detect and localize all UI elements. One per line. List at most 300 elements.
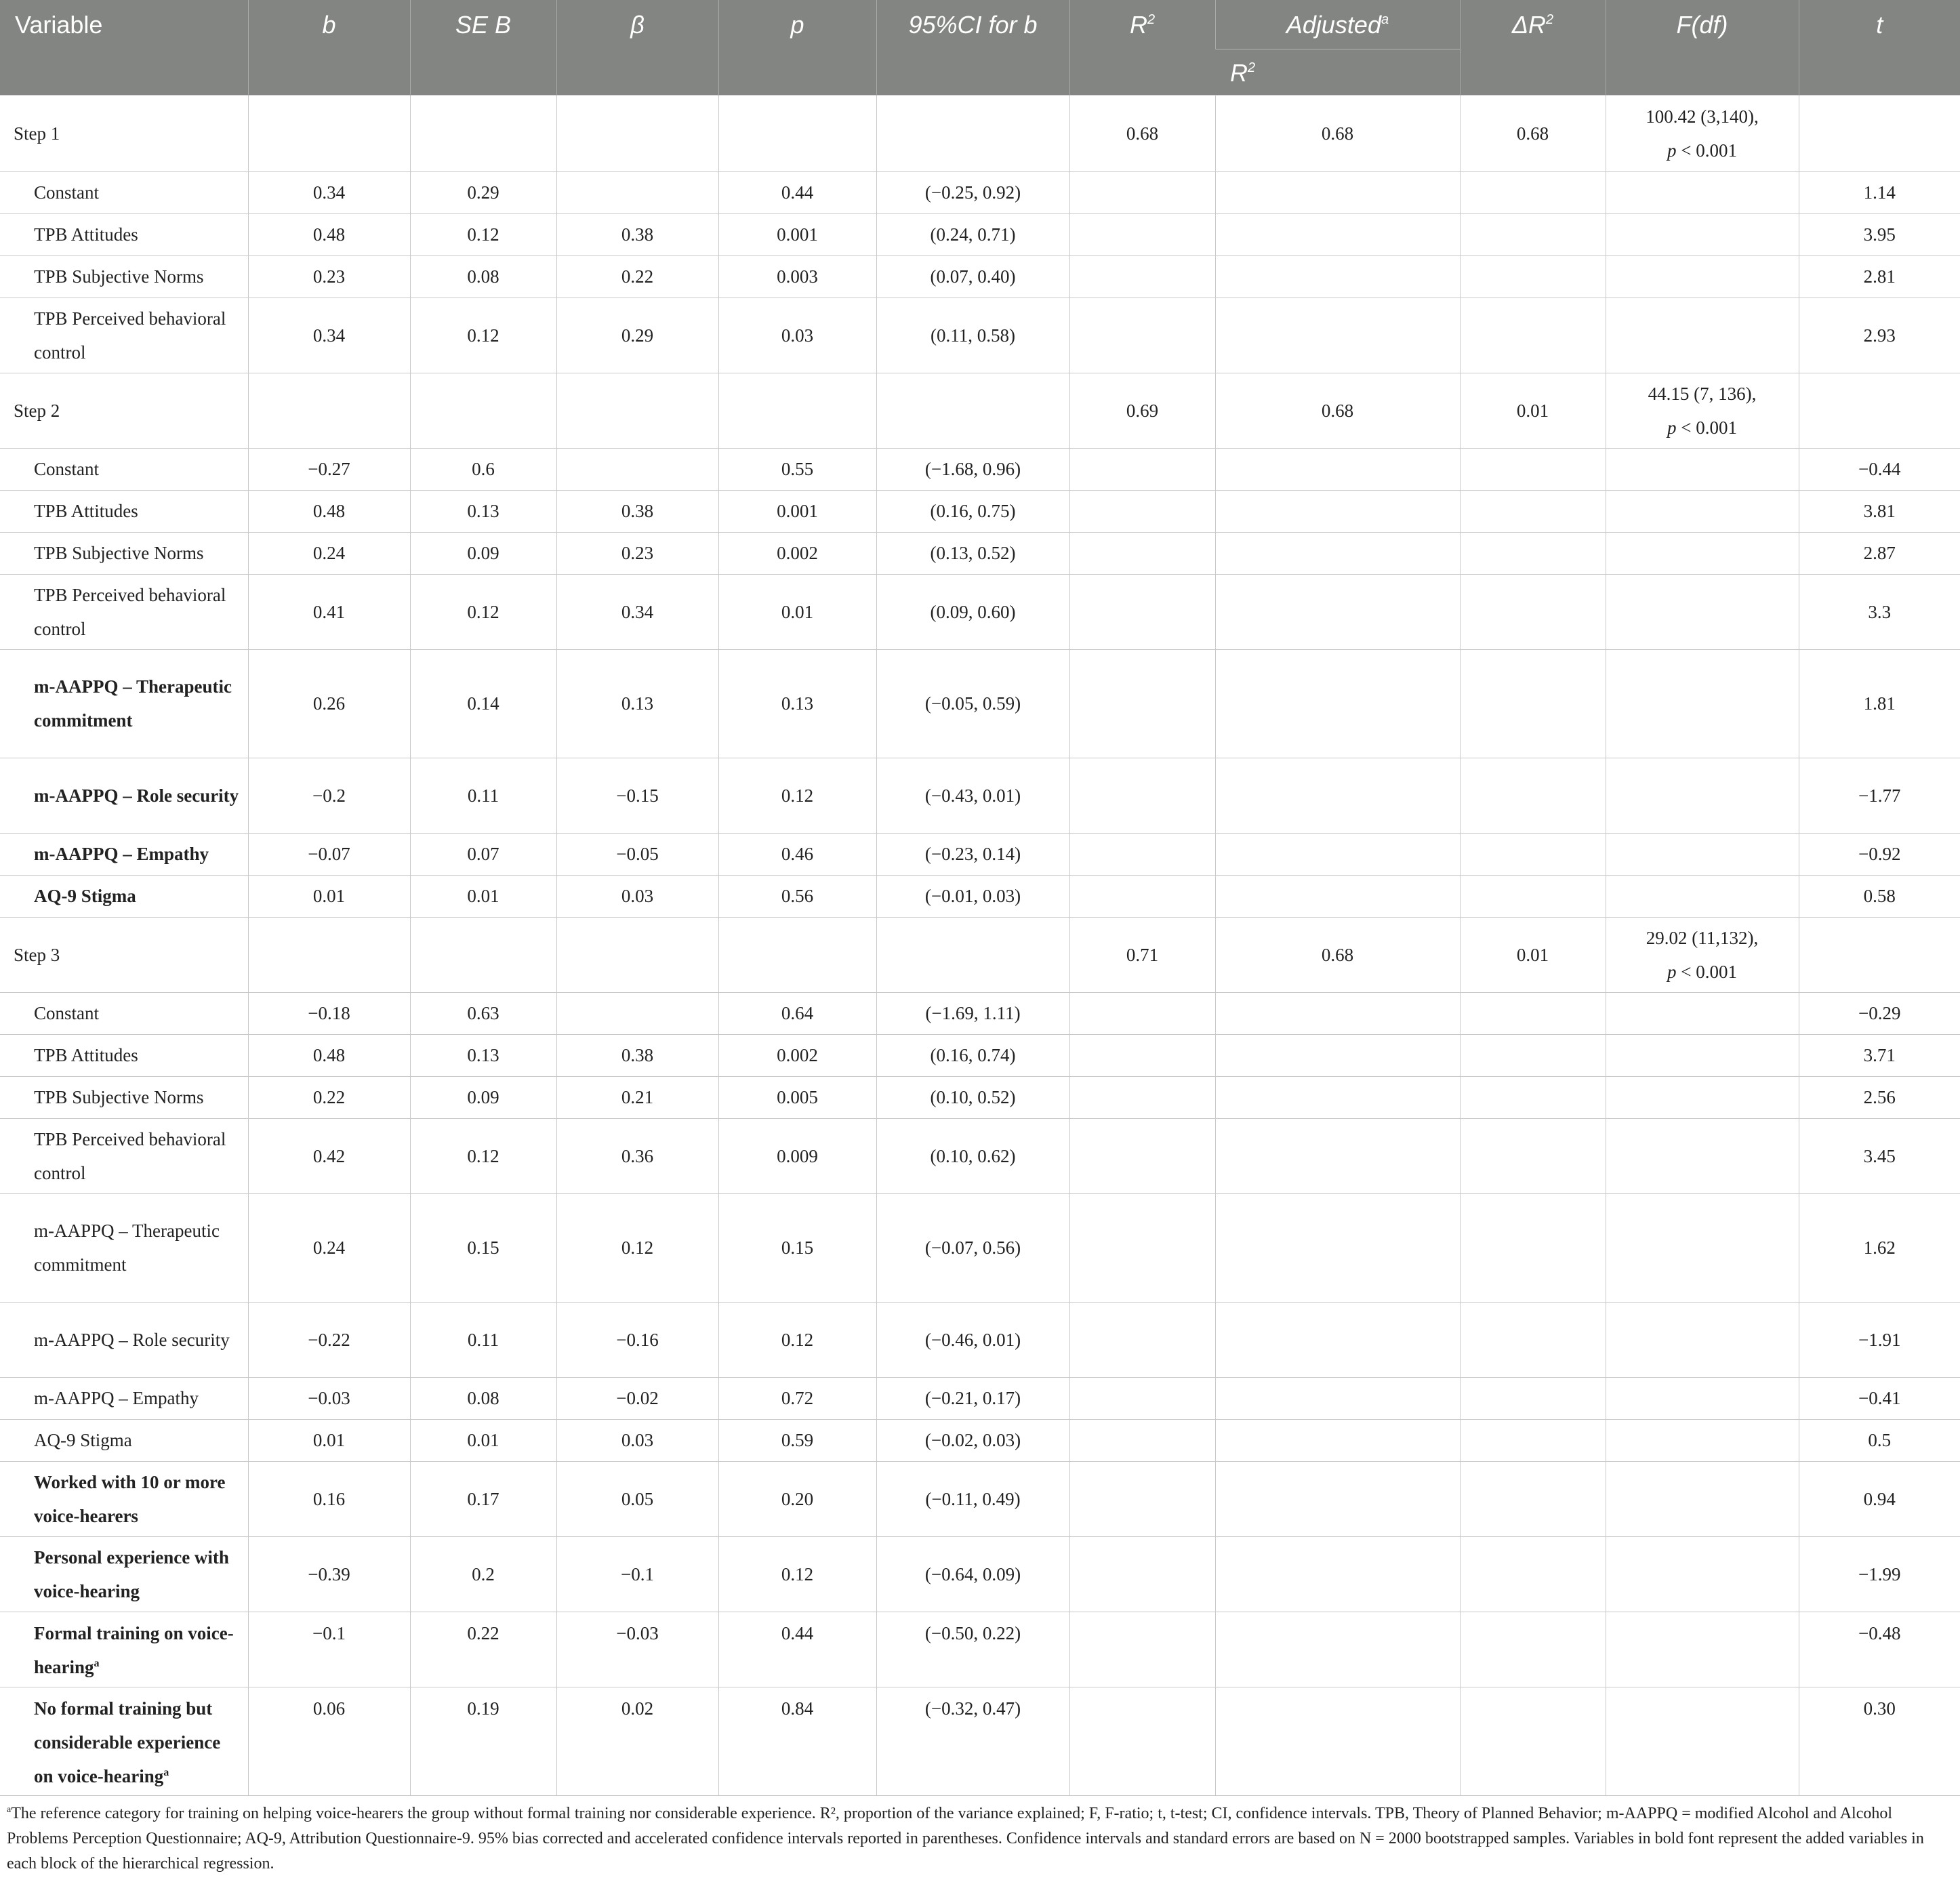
r2-cell: [1069, 875, 1215, 917]
f-stat-cell: [1606, 1118, 1799, 1193]
p-cell: 0.84: [718, 1687, 876, 1795]
t-cell: 0.30: [1799, 1687, 1960, 1795]
b-cell: 0.48: [248, 490, 410, 532]
t-cell: 0.58: [1799, 875, 1960, 917]
f-stat-cell: [1606, 532, 1799, 574]
delta-r2-cell: 0.01: [1460, 373, 1606, 448]
adjusted-r2-cell: [1215, 1419, 1460, 1461]
delta-r2-cell: [1460, 1419, 1606, 1461]
variable-label: Constant: [0, 992, 248, 1034]
beta-cell: 0.38: [556, 490, 718, 532]
p-cell: 0.56: [718, 875, 876, 917]
se-cell: [410, 95, 556, 171]
table-footnote: $^a$The reference category for training on helping voice-hearers the group without formal training nor considerable experience. R², proportion of the variance explained; F, F-ratio; t, t-test; CI, confidence intervals. TPB, Theory of Planned Behavior; m-AAPPQ = modified Alcohol and Alcohol Problems Perception Questionnaire; AQ-9, Attribution Questionnaire-9. 95% bias corrected and accelerated confidence intervals reported in parentheses. Confidence intervals and standard errors are based on N = 2000 bootstrapped samples. Variables in bold font represent the added variables in each block of the hierarchical regression.: [7, 1804, 1924, 1872]
beta-cell: [556, 917, 718, 992]
variable-label: TPB Subjective Norms: [0, 532, 248, 574]
delta-r2-cell: [1460, 490, 1606, 532]
p-cell: 0.44: [718, 171, 876, 213]
r2-cell: 0.68: [1069, 95, 1215, 171]
f-stat-cell: [1606, 448, 1799, 490]
b-cell: 0.24: [248, 1193, 410, 1302]
table-row: [0, 1687, 1960, 1795]
header-delta-r2: $\Delta R^2$: [1460, 0, 1606, 95]
variable-label: Formal training on voice-hearing$^a$: [0, 1612, 248, 1687]
se-cell: 0.01: [410, 1419, 556, 1461]
adjusted-r2-cell: 0.68: [1215, 917, 1460, 992]
beta-cell: 0.38: [556, 1034, 718, 1076]
b-cell: [248, 95, 410, 171]
adjusted-r2-cell: [1215, 255, 1460, 298]
adjusted-r2-cell: [1215, 448, 1460, 490]
p-cell: [718, 95, 876, 171]
delta-r2-cell: 0.01: [1460, 917, 1606, 992]
table-row: [0, 1193, 1960, 1302]
adjusted-r2-cell: [1215, 758, 1460, 833]
variable-label: m-AAPPQ – Therapeutic commitment: [0, 649, 248, 758]
table-row: [0, 532, 1960, 574]
ci-cell: (−0.50, 0.22): [876, 1612, 1069, 1687]
f-stat-cell: [1606, 758, 1799, 833]
p-cell: 0.001: [718, 213, 876, 255]
step-label: Step 3: [0, 917, 248, 992]
beta-cell: [556, 171, 718, 213]
p-cell: 0.12: [718, 758, 876, 833]
f-stat-cell: 44.15 (7, 136), p < 0.001: [1606, 373, 1799, 448]
se-cell: 0.6: [410, 448, 556, 490]
t-cell: 2.93: [1799, 298, 1960, 373]
variable-label: m-AAPPQ – Empathy: [0, 1377, 248, 1419]
table-row: [0, 992, 1960, 1034]
ci-cell: (−0.11, 0.49): [876, 1461, 1069, 1536]
beta-cell: 0.12: [556, 1193, 718, 1302]
variable-label: TPB Perceived behavioral control: [0, 298, 248, 373]
t-cell: −0.92: [1799, 833, 1960, 875]
t-cell: 3.3: [1799, 574, 1960, 649]
delta-r2-cell: [1460, 298, 1606, 373]
se-cell: 0.09: [410, 1076, 556, 1118]
f-stat-cell: [1606, 992, 1799, 1034]
se-cell: 0.63: [410, 992, 556, 1034]
f-stat-cell: [1606, 1076, 1799, 1118]
delta-r2-cell: [1460, 649, 1606, 758]
delta-r2-cell: [1460, 213, 1606, 255]
t-cell: −1.91: [1799, 1302, 1960, 1377]
step-label: Step 2: [0, 373, 248, 448]
beta-cell: 0.38: [556, 213, 718, 255]
b-cell: 0.06: [248, 1687, 410, 1795]
ci-cell: (−0.21, 0.17): [876, 1377, 1069, 1419]
r2-cell: [1069, 1193, 1215, 1302]
f-stat-cell: [1606, 1193, 1799, 1302]
beta-cell: 0.29: [556, 298, 718, 373]
r2-cell: [1069, 1034, 1215, 1076]
variable-label: Worked with 10 or more voice-hearers: [0, 1461, 248, 1536]
p-cell: [718, 373, 876, 448]
b-cell: 0.34: [248, 171, 410, 213]
delta-r2-cell: [1460, 992, 1606, 1034]
variable-label: m-AAPPQ – Role security: [0, 1302, 248, 1377]
r2-cell: [1069, 1536, 1215, 1612]
header-p: p: [718, 0, 876, 95]
adjusted-r2-cell: [1215, 1612, 1460, 1687]
adjusted-r2-cell: [1215, 1687, 1460, 1795]
ci-cell: (0.11, 0.58): [876, 298, 1069, 373]
t-cell: −0.48: [1799, 1612, 1960, 1687]
se-cell: 0.01: [410, 875, 556, 917]
delta-r2-cell: [1460, 1076, 1606, 1118]
ci-cell: (0.24, 0.71): [876, 213, 1069, 255]
se-cell: 0.12: [410, 298, 556, 373]
beta-cell: 0.23: [556, 532, 718, 574]
r2-cell: [1069, 833, 1215, 875]
b-cell: 0.22: [248, 1076, 410, 1118]
r2-cell: 0.69: [1069, 373, 1215, 448]
delta-r2-cell: [1460, 1612, 1606, 1687]
adjusted-r2-cell: [1215, 649, 1460, 758]
beta-cell: 0.03: [556, 875, 718, 917]
ci-cell: [876, 95, 1069, 171]
delta-r2-cell: [1460, 758, 1606, 833]
r2-cell: [1069, 758, 1215, 833]
variable-label: TPB Attitudes: [0, 1034, 248, 1076]
ci-cell: (0.13, 0.52): [876, 532, 1069, 574]
se-cell: 0.11: [410, 1302, 556, 1377]
beta-cell: 0.02: [556, 1687, 718, 1795]
t-cell: −0.44: [1799, 448, 1960, 490]
delta-r2-cell: [1460, 1118, 1606, 1193]
r2-cell: [1069, 1612, 1215, 1687]
f-stat-cell: [1606, 1536, 1799, 1612]
table-row: [0, 758, 1960, 833]
b-cell: 0.24: [248, 532, 410, 574]
table-header: [0, 0, 1960, 95]
header-t: t: [1799, 0, 1960, 95]
b-cell: −0.2: [248, 758, 410, 833]
adjusted-r2-cell: [1215, 532, 1460, 574]
f-stat-cell: [1606, 875, 1799, 917]
t-cell: −1.99: [1799, 1536, 1960, 1612]
p-cell: 0.01: [718, 574, 876, 649]
beta-cell: 0.21: [556, 1076, 718, 1118]
beta-cell: 0.13: [556, 649, 718, 758]
delta-r2-cell: [1460, 1193, 1606, 1302]
f-stat-cell: [1606, 1687, 1799, 1795]
r2-cell: [1069, 171, 1215, 213]
adjusted-r2-cell: [1215, 1193, 1460, 1302]
delta-r2-cell: [1460, 448, 1606, 490]
variable-label: TPB Perceived behavioral control: [0, 1118, 248, 1193]
f-stat-cell: 29.02 (11,132), p < 0.001: [1606, 917, 1799, 992]
r2-cell: [1069, 255, 1215, 298]
ci-cell: (−0.46, 0.01): [876, 1302, 1069, 1377]
beta-cell: 0.36: [556, 1118, 718, 1193]
delta-r2-cell: [1460, 1687, 1606, 1795]
delta-r2-cell: [1460, 171, 1606, 213]
delta-r2-cell: [1460, 1377, 1606, 1419]
header-variable: Variable: [0, 0, 248, 95]
r2-cell: [1069, 649, 1215, 758]
adjusted-r2-cell: [1215, 490, 1460, 532]
variable-label: Personal experience with voice-hearing: [0, 1536, 248, 1612]
delta-r2-cell: [1460, 875, 1606, 917]
f-stat-cell: [1606, 171, 1799, 213]
p-cell: 0.20: [718, 1461, 876, 1536]
b-cell: 0.23: [248, 255, 410, 298]
step-row: [0, 917, 1960, 992]
f-stat-cell: [1606, 213, 1799, 255]
f-stat-cell: 100.42 (3,140), p < 0.001: [1606, 95, 1799, 171]
beta-cell: 0.22: [556, 255, 718, 298]
p-cell: 0.03: [718, 298, 876, 373]
b-cell: −0.22: [248, 1302, 410, 1377]
beta-cell: [556, 448, 718, 490]
b-cell: −0.18: [248, 992, 410, 1034]
beta-cell: [556, 373, 718, 448]
table-row: [0, 1302, 1960, 1377]
r2-cell: [1069, 1687, 1215, 1795]
t-cell: 1.14: [1799, 171, 1960, 213]
t-cell: −0.41: [1799, 1377, 1960, 1419]
beta-cell: −0.05: [556, 833, 718, 875]
ci-cell: (0.07, 0.40): [876, 255, 1069, 298]
adjusted-r2-cell: [1215, 875, 1460, 917]
t-cell: [1799, 95, 1960, 171]
ci-cell: [876, 917, 1069, 992]
p-cell: 0.13: [718, 649, 876, 758]
p-cell: 0.59: [718, 1419, 876, 1461]
p-cell: 0.002: [718, 532, 876, 574]
f-stat-cell: [1606, 255, 1799, 298]
header-ci: 95%CI for b: [876, 0, 1069, 95]
table-row: [0, 1612, 1960, 1687]
t-cell: 3.95: [1799, 213, 1960, 255]
se-cell: 0.29: [410, 171, 556, 213]
t-cell: 2.56: [1799, 1076, 1960, 1118]
b-cell: −0.03: [248, 1377, 410, 1419]
header-adjusted-r2: $R^2$: [1215, 49, 1460, 95]
se-cell: 0.19: [410, 1687, 556, 1795]
delta-r2-cell: [1460, 1302, 1606, 1377]
table-row: [0, 448, 1960, 490]
se-cell: 0.09: [410, 532, 556, 574]
b-cell: 0.42: [248, 1118, 410, 1193]
r2-cell: [1069, 298, 1215, 373]
table-row: [0, 833, 1960, 875]
t-cell: 1.81: [1799, 649, 1960, 758]
t-cell: 2.81: [1799, 255, 1960, 298]
step-row: [0, 373, 1960, 448]
f-stat-cell: [1606, 1461, 1799, 1536]
r2-cell: [1069, 1076, 1215, 1118]
table-row: [0, 490, 1960, 532]
b-cell: 0.01: [248, 1419, 410, 1461]
r2-cell: [1069, 1419, 1215, 1461]
delta-r2-cell: [1460, 1461, 1606, 1536]
ci-cell: [876, 373, 1069, 448]
table-row: [0, 1536, 1960, 1612]
adjusted-r2-cell: [1215, 213, 1460, 255]
ci-cell: (−0.23, 0.14): [876, 833, 1069, 875]
step-row: [0, 95, 1960, 171]
table-row: [0, 213, 1960, 255]
se-cell: 0.12: [410, 574, 556, 649]
variable-label: Constant: [0, 448, 248, 490]
r2-cell: [1069, 574, 1215, 649]
ci-cell: (0.10, 0.52): [876, 1076, 1069, 1118]
b-cell: [248, 373, 410, 448]
ci-cell: (−0.05, 0.59): [876, 649, 1069, 758]
ci-cell: (−0.02, 0.03): [876, 1419, 1069, 1461]
r2-cell: [1069, 992, 1215, 1034]
table-row: [0, 649, 1960, 758]
table-row: [0, 574, 1960, 649]
variable-label: AQ-9 Stigma: [0, 1419, 248, 1461]
b-cell: −0.39: [248, 1536, 410, 1612]
beta-cell: −0.16: [556, 1302, 718, 1377]
ci-cell: (−0.64, 0.09): [876, 1536, 1069, 1612]
se-cell: [410, 373, 556, 448]
f-stat-cell: [1606, 833, 1799, 875]
variable-label: TPB Attitudes: [0, 213, 248, 255]
variable-label: Constant: [0, 171, 248, 213]
adjusted-r2-cell: [1215, 992, 1460, 1034]
table-row: [0, 1377, 1960, 1419]
variable-label: TPB Subjective Norms: [0, 1076, 248, 1118]
t-cell: 3.45: [1799, 1118, 1960, 1193]
p-cell: 0.15: [718, 1193, 876, 1302]
t-cell: 2.87: [1799, 532, 1960, 574]
b-cell: 0.41: [248, 574, 410, 649]
table-row: [0, 1076, 1960, 1118]
b-cell: −0.1: [248, 1612, 410, 1687]
adjusted-r2-cell: [1215, 1076, 1460, 1118]
b-cell: 0.34: [248, 298, 410, 373]
b-cell: 0.48: [248, 1034, 410, 1076]
beta-cell: −0.15: [556, 758, 718, 833]
b-cell: 0.26: [248, 649, 410, 758]
adjusted-r2-cell: [1215, 833, 1460, 875]
header-b: b: [248, 0, 410, 95]
p-cell: 0.009: [718, 1118, 876, 1193]
ci-cell: (0.10, 0.62): [876, 1118, 1069, 1193]
ci-cell: (0.16, 0.74): [876, 1034, 1069, 1076]
r2-cell: [1069, 1302, 1215, 1377]
p-cell: 0.003: [718, 255, 876, 298]
r2-cell: [1069, 448, 1215, 490]
variable-label: No formal training but considerable experience on voice-hearing$^a$: [0, 1687, 248, 1795]
delta-r2-cell: [1460, 1034, 1606, 1076]
ci-cell: (−0.43, 0.01): [876, 758, 1069, 833]
adjusted-r2-cell: 0.68: [1215, 95, 1460, 171]
beta-cell: [556, 992, 718, 1034]
ci-cell: (−1.69, 1.11): [876, 992, 1069, 1034]
b-cell: 0.16: [248, 1461, 410, 1536]
t-cell: 3.71: [1799, 1034, 1960, 1076]
p-cell: 0.12: [718, 1536, 876, 1612]
p-cell: 0.12: [718, 1302, 876, 1377]
r2-cell: [1069, 1118, 1215, 1193]
table-row: [0, 1419, 1960, 1461]
ci-cell: (0.09, 0.60): [876, 574, 1069, 649]
se-cell: 0.12: [410, 1118, 556, 1193]
ci-cell: (−0.07, 0.56): [876, 1193, 1069, 1302]
p-cell: 0.46: [718, 833, 876, 875]
header-se-b: SE B: [410, 0, 556, 95]
table-row: [0, 1461, 1960, 1536]
table-row: [0, 171, 1960, 213]
se-cell: 0.08: [410, 1377, 556, 1419]
header-f-df: F(df): [1606, 0, 1799, 95]
variable-label: TPB Perceived behavioral control: [0, 574, 248, 649]
variable-label: m-AAPPQ – Therapeutic commitment: [0, 1193, 248, 1302]
beta-cell: 0.05: [556, 1461, 718, 1536]
adjusted-r2-cell: [1215, 1377, 1460, 1419]
se-cell: 0.22: [410, 1612, 556, 1687]
ci-cell: (−0.32, 0.47): [876, 1687, 1069, 1795]
b-cell: −0.27: [248, 448, 410, 490]
beta-cell: [556, 95, 718, 171]
variable-label: AQ-9 Stigma: [0, 875, 248, 917]
r2-cell: [1069, 490, 1215, 532]
r2-cell: [1069, 532, 1215, 574]
t-cell: [1799, 917, 1960, 992]
t-cell: 0.94: [1799, 1461, 1960, 1536]
delta-r2-cell: [1460, 255, 1606, 298]
delta-r2-cell: [1460, 1536, 1606, 1612]
r2-cell: [1069, 213, 1215, 255]
t-cell: 3.81: [1799, 490, 1960, 532]
table-row: [0, 1118, 1960, 1193]
se-cell: 0.11: [410, 758, 556, 833]
t-cell: −0.29: [1799, 992, 1960, 1034]
se-cell: 0.13: [410, 1034, 556, 1076]
beta-cell: 0.03: [556, 1419, 718, 1461]
p-cell: 0.44: [718, 1612, 876, 1687]
adjusted-r2-cell: [1215, 1118, 1460, 1193]
t-cell: 0.5: [1799, 1419, 1960, 1461]
f-stat-cell: [1606, 490, 1799, 532]
adjusted-r2-cell: [1215, 298, 1460, 373]
table-row: [0, 298, 1960, 373]
b-cell: 0.48: [248, 213, 410, 255]
variable-label: TPB Attitudes: [0, 490, 248, 532]
variable-label: TPB Subjective Norms: [0, 255, 248, 298]
header-r2: $R^2$: [1069, 0, 1215, 95]
b-cell: −0.07: [248, 833, 410, 875]
p-cell: [718, 917, 876, 992]
adjusted-r2-cell: [1215, 171, 1460, 213]
adjusted-r2-cell: [1215, 574, 1460, 649]
table-row: [0, 255, 1960, 298]
f-stat-cell: [1606, 1377, 1799, 1419]
f-stat-cell: [1606, 298, 1799, 373]
f-stat-cell: [1606, 649, 1799, 758]
p-cell: 0.64: [718, 992, 876, 1034]
t-cell: 1.62: [1799, 1193, 1960, 1302]
se-cell: 0.08: [410, 255, 556, 298]
header-adjusted: Adjusted$^a$: [1215, 0, 1460, 49]
table-row: [0, 875, 1960, 917]
ci-cell: (−0.25, 0.92): [876, 171, 1069, 213]
se-cell: 0.14: [410, 649, 556, 758]
variable-label: m-AAPPQ – Empathy: [0, 833, 248, 875]
p-cell: 0.72: [718, 1377, 876, 1419]
b-cell: 0.01: [248, 875, 410, 917]
ci-cell: (−0.01, 0.03): [876, 875, 1069, 917]
f-stat-cell: [1606, 1612, 1799, 1687]
b-cell: [248, 917, 410, 992]
se-cell: [410, 917, 556, 992]
